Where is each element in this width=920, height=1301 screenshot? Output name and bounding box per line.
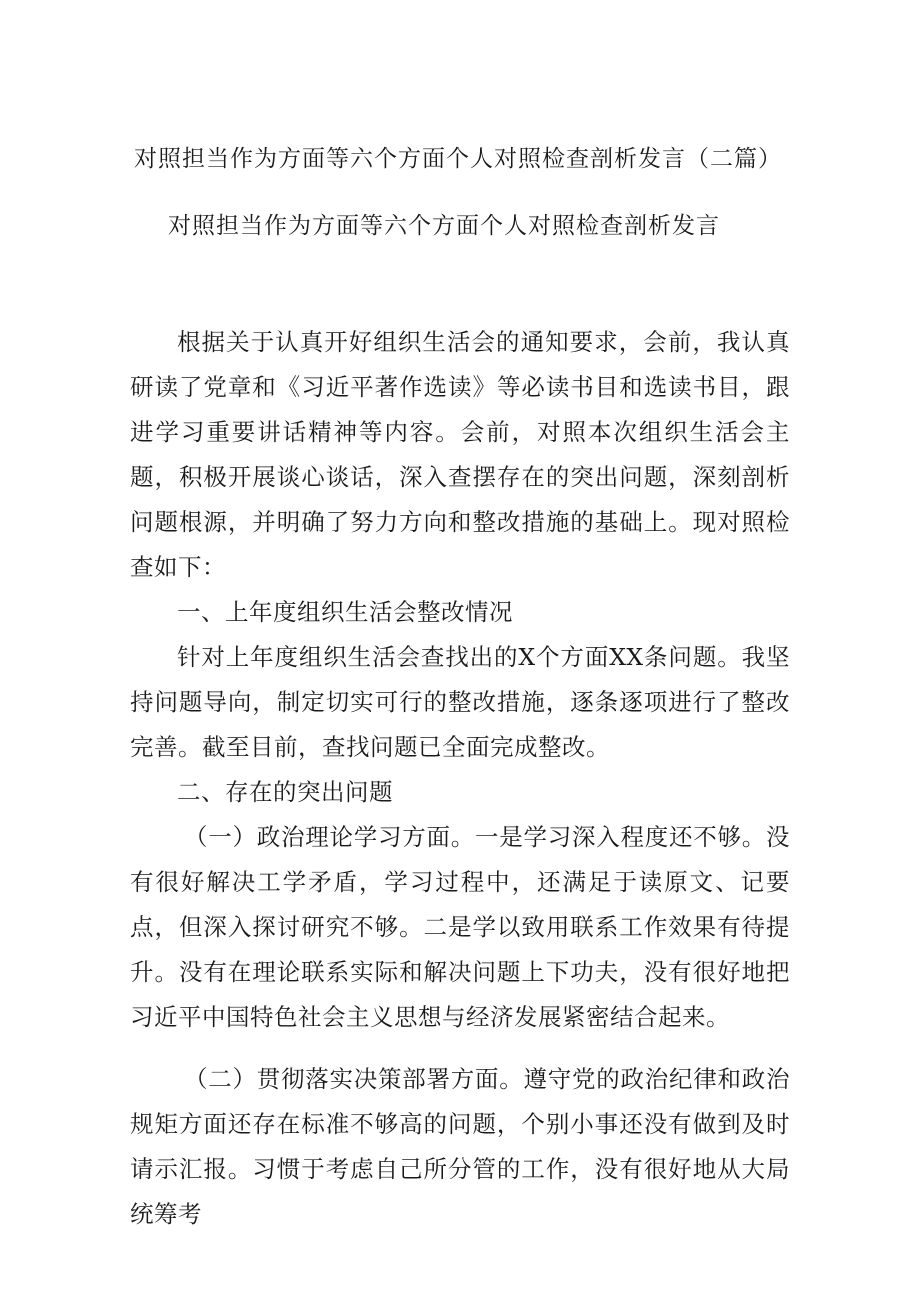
paragraph-theory-study: （一）政治理论学习方面。一是学习深入程度还不够。没有很好解决工学矛盾，学习过程中，还满足于读原文、记要点，但深入探讨研究不够。二是学以致用联系工作效果有待提升。没有在理论联系实际和解决问题上下功夫，没有很好地把习近平中国特色社会主义思想与经济发展紧密结合起来。 [130,823,790,1031]
section-heading-2: 二、存在的突出问题 [177,778,393,806]
paragraph-rectification: 针对上年度组织生活会查找出的X个方面XX条问题。我坚持问题导向，制定切实可行的整改措施，逐条逐项进行了整改完善。截至目前，查找问题已全面完成整改。 [130,643,790,761]
paragraph-decision-implementation: （二）贯彻落实决策部署方面。遵守党的政治纪律和政治规矩方面还存在标准不够高的问题，个别小事还没有做到及时请示汇报。习惯于考虑自己所分管的工作，没有很好地从大局统筹考 [130,1065,790,1228]
paragraph-intro: 根据关于认真开好组织生活会的通知要求，会前，我认真研读了党章和《习近平著作选读》等必读书目和选读书目，跟进学习重要讲话精神等内容。会前，对照本次组织生活会主题，积极开展谈心谈话，深入查摆存在的突出问题，深刻剖析问题根源，并明确了努力方向和整改措施的基础上。现对照检查如下： [130,328,790,581]
document-body [130,320,790,1237]
document-title: 对照担当作为方面等六个方面个人对照检查剖析发言（二篇） [134,146,782,172]
document-subtitle: 对照担当作为方面等六个方面个人对照检查剖析发言 [168,213,720,239]
section-heading-1: 一、上年度组织生活会整改情况 [177,598,513,626]
